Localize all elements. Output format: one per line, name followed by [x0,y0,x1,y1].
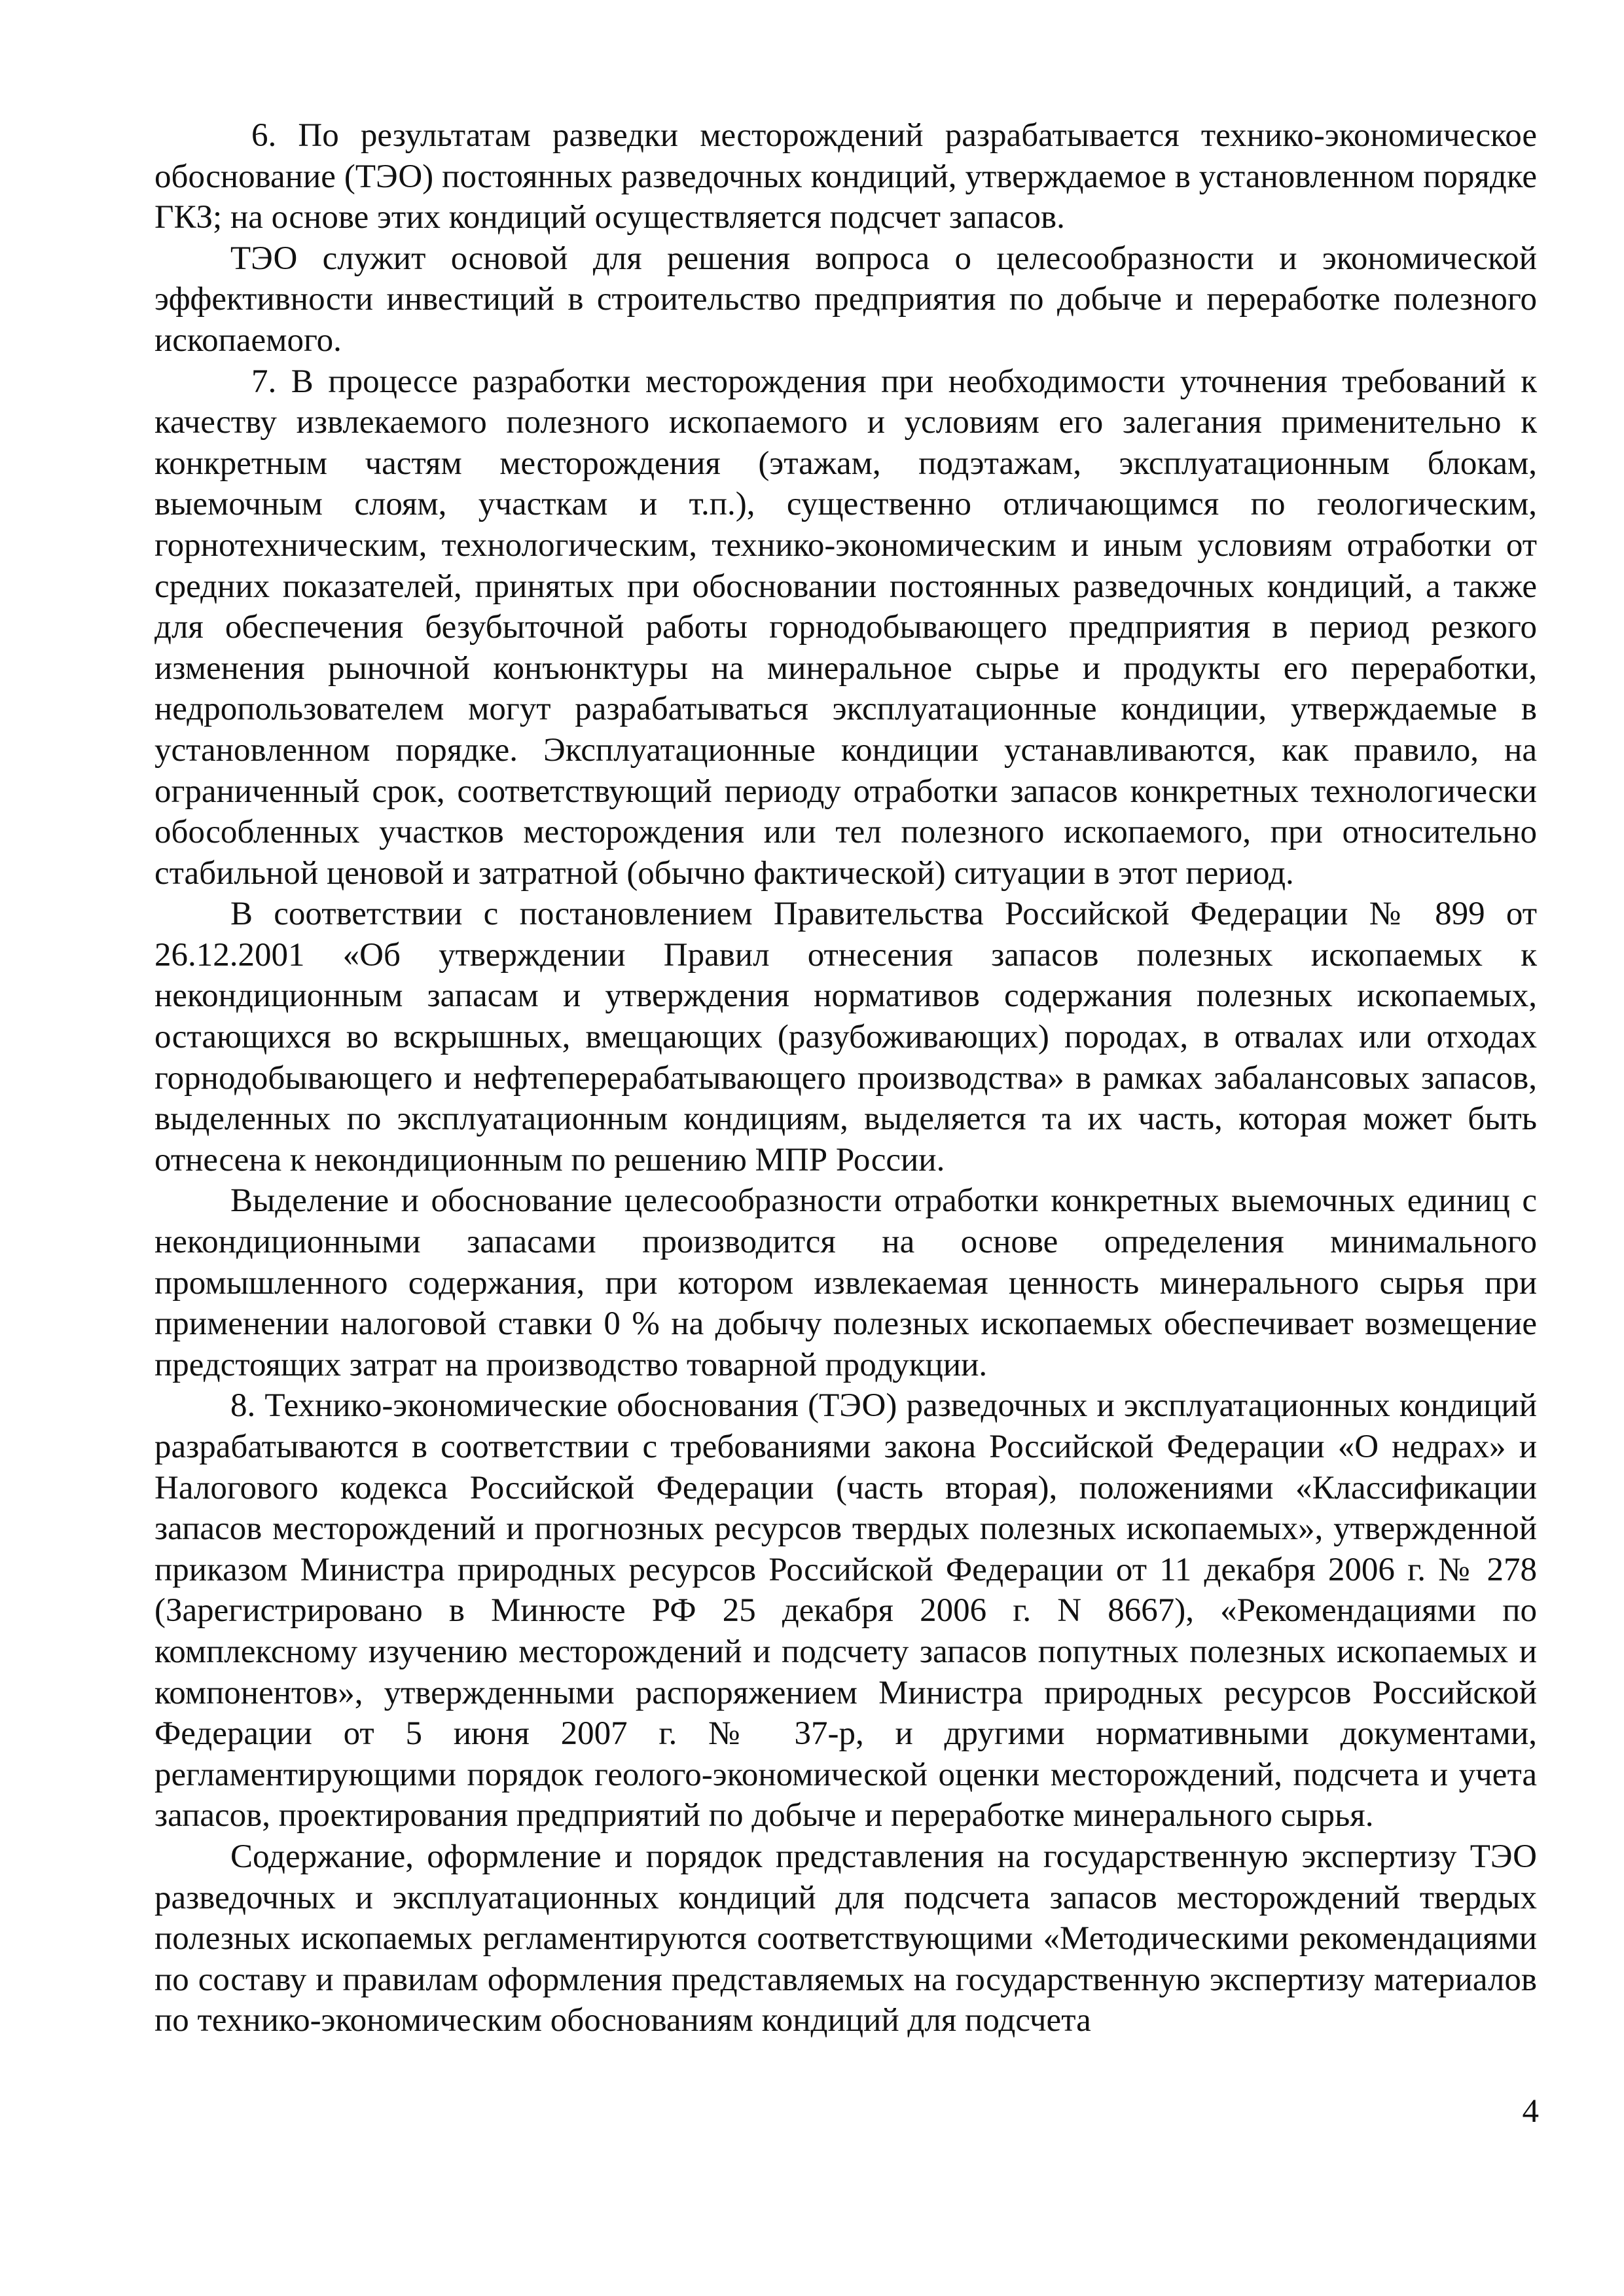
paragraph-6-teo: 6. По результатам разведки месторождений разрабатывается технико-экономическое обоснование (ТЭО) постоянных разведочных кондиций, утверждаемое в установленном порядке ГКЗ; на основе этих кондиций осуществляется подсчет запасов. [154,117,1537,236]
body-text [154,115,1537,2041]
paragraph-expertise-procedure: Содержание, оформление и порядок представления на государственную экспертизу ТЭО разведочных и эксплуатационных кондиций для подсчета запасов месторождений твердых полезных ископаемых регламентируются соответствующими «Методическими рекомендациями по составу и правилам оформления представляемых на государственную экспертизу материалов по технико-экономическим обоснованиям кондиций для подсчета [154,1838,1537,2039]
paragraph-7-exploitation-conditions: 7. В процессе разработки месторождения при необходимости уточнения требований к качеству извлекаемого полезного ископаемого и условиям его залегания применительно к конкретным частям месторождения (этажам, подэтажам, эксплуатационным блокам, выемочным слоям, участкам и т.п.), существенно отличающимся по геологическим, горнотехническим, технологическим, технико-экономическим и иным условиям отработки от средних показателей, принятых при обосновании постоянных разведочных кондиций, а также для обеспечения безубыточной работы горнодобывающего предприятия в период резкого изменения рыночной конъюнктуры на минеральное сырье и продукты его переработки, недропользователем могут разрабатываться эксплуатационные кондиции, утверждаемые в установленном порядке. Эксплуатационные кондиции устанавливаются, как правило, на ограниченный срок, соответствующий периоду отработки запасов конкретных технологически обособленных участков месторождения или тел полезного ископаемого, при относительно стабильной ценовой и затратной (обычно фактической) ситуации в этот период. [154,363,1537,892]
page-number: 4 [1522,2093,1539,2130]
paragraph-government-decree: В соответствии с постановлением Правительства Российской Федерации № 899 от 26.12.2001 «Об утверждении Правил отнесения запасов полезных ископаемых к некондиционным запасам и утверждения нормативов содержания полезных ископаемых, остающихся во вскрышных, вмещающих (разубоживающих) породах, в отвалах или отходах горнодобывающего и нефтеперерабатывающего производства» в рамках забалансовых запасов, выделенных по эксплуатационным кондициям, выделяется та их часть, которая может быть отнесена к некондиционным по решению МПР России. [154,896,1537,1178]
paragraph-substandard-reserves: Выделение и обоснование целесообразности отработки конкретных выемочных единиц с некондиционными запасами производится на основе определения минимального промышленного содержания, при котором извлекаемая ценность минерального сырья при применении налоговой ставки 0 % на добычу полезных ископаемых обеспечивает возмещение предстоящих затрат на производство товарной продукции. [154,1182,1537,1383]
paragraph-8-teo-legal-basis: 8. Технико-экономические обоснования (ТЭО) разведочных и эксплуатационных кондиций разрабатываются в соответствии с требованиями закона Российской Федерации «О недрах» и Налогового кодекса Российской Федерации (часть вторая), положениями «Классификации запасов месторождений и прогнозных ресурсов твердых полезных ископаемых», утвержденной приказом Министра природных ресурсов Российской Федерации от 11 декабря 2006 г. № 278 (Зарегистрировано в Минюсте РФ 25 декабря 2006 г. N 8667), «Рекомендациями по комплексному изучению месторождений и подсчету запасов попутных полезных ископаемых и компонентов», утвержденными распоряжением Министра природных ресурсов Российской Федерации от 5 июня 2007 г. № 37-р, и другими нормативными документами, регламентирующими порядок геолого-экономической оценки месторождений, подсчета и учета запасов, проектирования предприятий по добыче и переработке минерального сырья. [154,1387,1537,1834]
paragraph-teo-basis: ТЭО служит основой для решения вопроса о целесообразности и экономической эффективности инвестиций в строительство предприятия по добыче и переработке полезного ископаемого. [154,240,1537,359]
